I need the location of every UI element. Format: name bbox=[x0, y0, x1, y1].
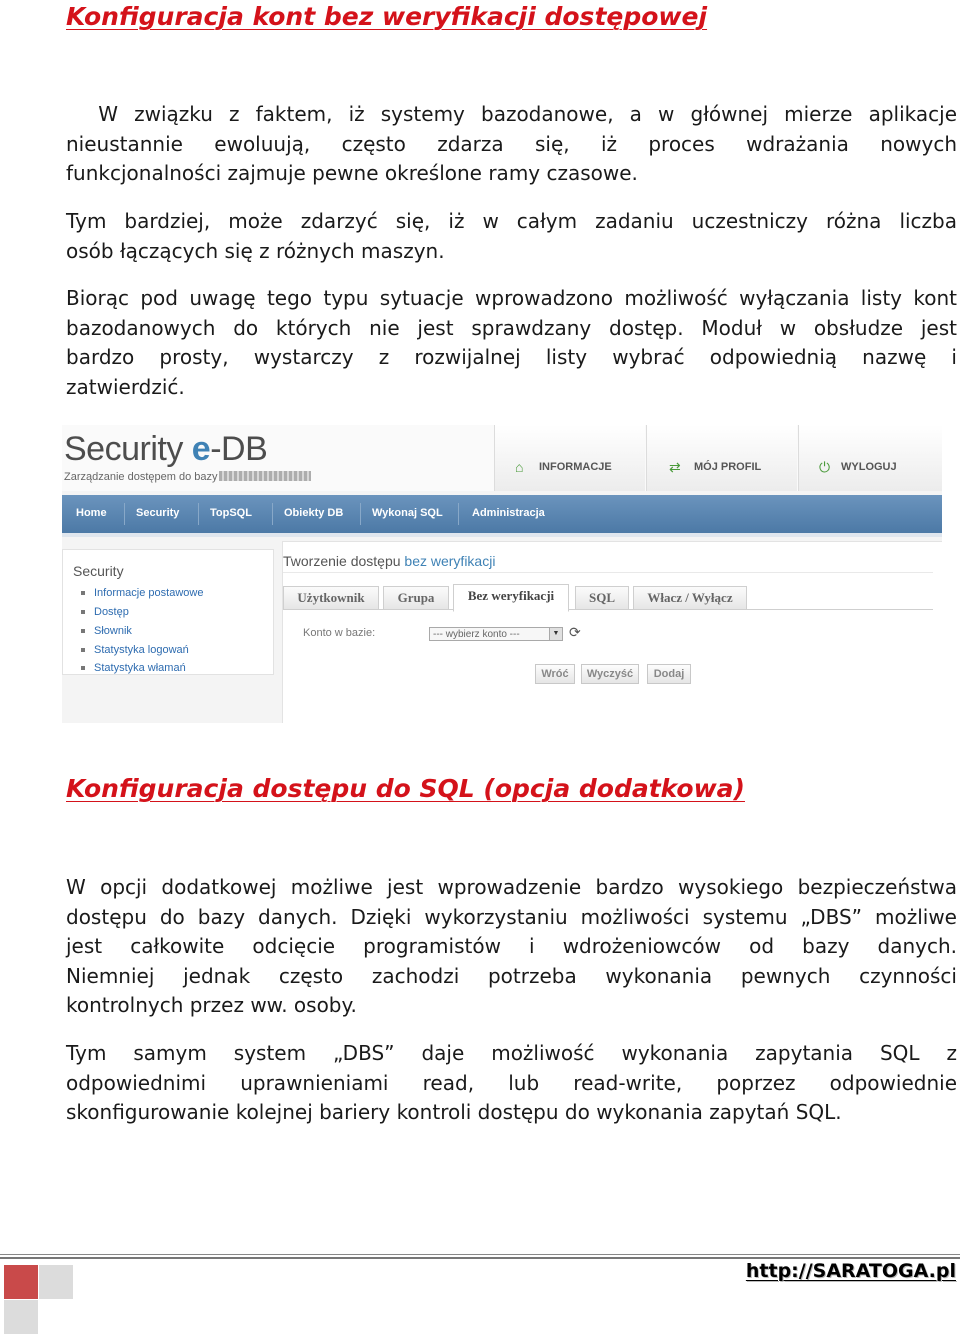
top-button-informacje[interactable]: ⌂ INFORMACJE bbox=[494, 425, 645, 491]
text-line: Tym samym system „DBS” daje możliwość wykonania zapytania SQL z bbox=[66, 1041, 957, 1065]
paragraph-4 bbox=[66, 873, 957, 1021]
nav-obiekty-db[interactable]: Obiekty DB bbox=[284, 507, 344, 519]
sidebar-title: Security bbox=[73, 563, 124, 579]
tab-grupa[interactable]: Grupa bbox=[383, 586, 449, 610]
text-line: dostępu do bazy danych. Dzięki wykorzystaniu możliwości systemu „DBS” możliwe bbox=[66, 904, 957, 929]
section-heading-1: Konfiguracja kont bez weryfikacji dostępowej bbox=[66, 2, 708, 31]
app-tagline: Zarządzanie dostępem do bazy bbox=[64, 471, 311, 483]
refresh-icon[interactable]: ⟳ bbox=[569, 624, 581, 640]
footer-url-link[interactable]: http://SARATOGA.pl bbox=[745, 1260, 956, 1282]
home-icon: ⌂ bbox=[515, 459, 524, 475]
text-line: bardzo prosty, wystarczy z rozwijalnej listy wybrać odpowiednią nazwę i bbox=[66, 345, 957, 369]
tab-sql[interactable]: SQL bbox=[575, 586, 629, 610]
text-line: funkcjonalności zajmuje pewne określone ramy czasowe. bbox=[66, 161, 638, 185]
text-line: zatwierdzić. bbox=[66, 374, 185, 399]
add-button[interactable]: Dodaj bbox=[647, 664, 691, 684]
footer-square-grey bbox=[39, 1265, 73, 1299]
sidebar-item-statystyka-wlaman[interactable]: Statystyka włamań bbox=[94, 662, 186, 674]
app-main-panel bbox=[282, 541, 942, 723]
account-select[interactable]: --- wybierz konto --- ▼ bbox=[429, 627, 563, 641]
text-line: Biorąc pod uwagę tego typu sytuacje wprowadzono możliwość wyłączania listy kont bbox=[66, 286, 957, 310]
panel-title: Tworzenie dostępu bez weryfikacji bbox=[283, 553, 496, 569]
text-line: skonfigurowanie kolejnej bariery kontroli dostępu do wykonania zapytań SQL. bbox=[66, 1100, 842, 1124]
nav-sub-bar bbox=[62, 533, 942, 537]
paragraph-3 bbox=[66, 284, 957, 402]
text-line: nieustannie ewoluują, często zdarza się, iż proces wdrażania nowych bbox=[66, 131, 957, 156]
sidebar-item-dostep[interactable]: Dostęp bbox=[94, 606, 129, 618]
nav-wykonaj-sql[interactable]: Wykonaj SQL bbox=[372, 507, 443, 519]
nav-topsql[interactable]: TopSQL bbox=[210, 507, 252, 519]
back-button[interactable]: Wróć bbox=[535, 664, 575, 684]
footer-square-grey bbox=[4, 1300, 38, 1334]
power-icon: ⏻ bbox=[819, 459, 831, 475]
clear-button[interactable]: Wyczyść bbox=[581, 664, 639, 684]
app-nav-bar bbox=[62, 495, 942, 533]
chevron-down-icon: ▼ bbox=[549, 628, 562, 640]
top-button-moj-profil[interactable]: ⇄ MÓJ PROFIL bbox=[646, 425, 797, 491]
text-line: odpowiednimi uprawnieniami read, lub read-write, poprzez odpowiednie bbox=[66, 1070, 957, 1095]
text-line: bazodanowych do których nie jest sprawdzany dostęp. Moduł w obsłudze jest bbox=[66, 315, 957, 340]
sidebar-item-slownik[interactable]: Słownik bbox=[94, 625, 132, 637]
account-field-label: Konto w bazie: bbox=[303, 627, 376, 639]
nav-administracja[interactable]: Administracja bbox=[472, 507, 545, 519]
nav-home[interactable]: Home bbox=[76, 507, 107, 519]
text-line: W opcji dodatkowej możliwe jest wprowadzenie bardzo wysokiego bezpieczeństwa bbox=[66, 875, 957, 899]
app-logo: Security e-DB bbox=[64, 430, 268, 468]
tab-uzytkownik[interactable]: Użytkownik bbox=[283, 586, 379, 610]
blurred-database-name bbox=[219, 471, 311, 481]
footer-square-red bbox=[4, 1265, 38, 1299]
paragraph-1 bbox=[66, 100, 957, 189]
top-button-wyloguj[interactable]: ⏻ WYLOGUJ bbox=[798, 425, 942, 491]
app-header bbox=[62, 425, 942, 491]
arrows-icon: ⇄ bbox=[669, 459, 681, 475]
sidebar-item-statystyka-logowan[interactable]: Statystyka logowań bbox=[94, 644, 189, 656]
text-line: jest całkowite odcięcie programistów i wdrożeniowców od bazy danych. bbox=[66, 934, 957, 958]
paragraph-2 bbox=[66, 207, 957, 266]
tab-bez-weryfikacji[interactable]: Bez weryfikacji bbox=[453, 584, 569, 612]
text-line: osób łączących się z różnych maszyn. bbox=[66, 238, 445, 263]
text-line: W związku z faktem, iż systemy bazodanowe, a w głównej mierze aplikacje bbox=[66, 102, 957, 126]
app-screenshot bbox=[62, 425, 942, 723]
section-heading-2: Konfiguracja dostępu do SQL (opcja dodatkowa) bbox=[66, 774, 745, 803]
text-line: kontrolnych przez ww. osoby. bbox=[66, 993, 357, 1017]
sidebar-item-informacje[interactable]: Informacje postawowe bbox=[94, 587, 204, 599]
footer-rule bbox=[0, 1254, 960, 1255]
footer-rule bbox=[0, 1257, 960, 1259]
nav-security[interactable]: Security bbox=[136, 507, 180, 519]
tab-wlacz-wylacz[interactable]: Włacz / Wyłącz bbox=[633, 586, 747, 610]
text-line: Niemniej jednak często zachodzi potrzeba wykonania pewnych czynności bbox=[66, 963, 957, 988]
paragraph-5 bbox=[66, 1039, 957, 1128]
text-line: Tym bardziej, może zdarzyć się, iż w całym zadaniu uczestniczy różna liczba bbox=[66, 209, 957, 233]
app-sidebar bbox=[62, 549, 274, 675]
